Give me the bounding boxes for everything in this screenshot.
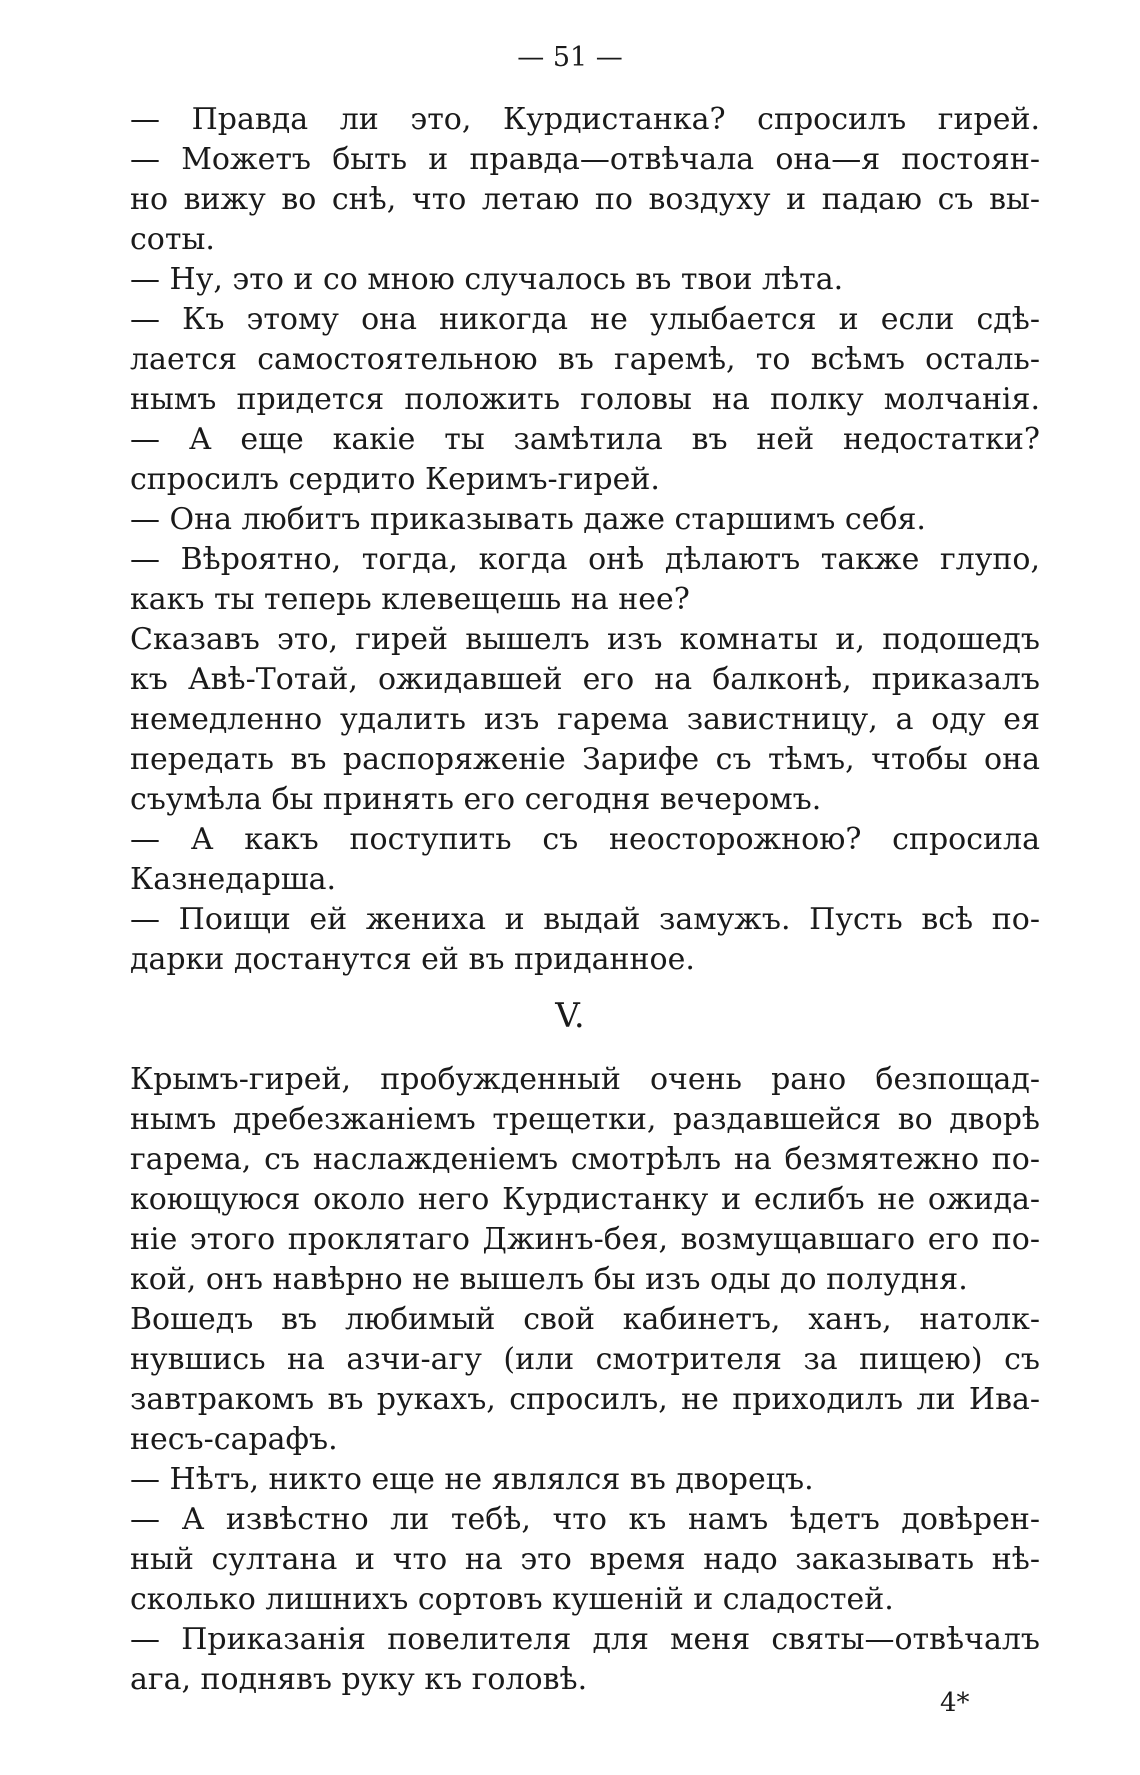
text-line: — Поищи ей жениха и выдай замужъ. Пусть всѣ по- (130, 902, 1040, 937)
text-line: завтракомъ въ рукахъ, спросилъ, не приходилъ ли Ива- (130, 1382, 1040, 1417)
page-number: — 51 — (517, 42, 623, 73)
text-line: Крымъ-гирей, пробужденный очень рано безпощад- (130, 1062, 1040, 1097)
signature-mark: 4* (940, 1688, 970, 1718)
text-line: гарема, съ наслажденіемъ смотрѣлъ на безмятежно по- (130, 1142, 1040, 1177)
text-line: лается самостоятельною въ гаремѣ, то всѣмъ осталь- (130, 342, 1040, 377)
text-line: — А какъ поступить съ неосторожною? спросила (130, 822, 1040, 857)
text-line: какъ ты теперь клевещешь на нее? (130, 582, 690, 617)
text-line: къ Авѣ-Тотай, ожидавшей его на балконѣ, приказалъ (130, 662, 1040, 697)
text-line: дарки достанутся ей въ приданное. (130, 942, 695, 977)
text-line: — Приказанія повелителя для меня святы—отвѣчалъ (130, 1622, 1040, 1657)
text-line: — Можетъ быть и правда—отвѣчала она—я постоян- (130, 142, 1040, 177)
section-heading: V. (555, 996, 585, 1036)
text-line: — А извѣстно ли тебѣ, что къ намъ ѣдетъ довѣрен- (130, 1502, 1040, 1537)
text-line: ный султана и что на это время надо заказывать нѣ- (130, 1542, 1040, 1577)
text-line: Сказавъ это, гирей вышелъ изъ комнаты и, подошедъ (130, 622, 1040, 657)
text-line: нувшись на азчи-агу (или смотрителя за пищею) съ (130, 1342, 1040, 1377)
text-line: ага, поднявъ руку къ головѣ. (130, 1662, 588, 1697)
text-line: сколько лишнихъ сортовъ кушеній и сладостей. (130, 1582, 894, 1617)
text-line: съумѣла бы принять его сегодня вечеромъ. (130, 782, 822, 817)
text-line: нымъ дребезжаніемъ трещетки, раздавшейся во дворѣ (130, 1102, 1040, 1137)
text-line: — Ну, это и со мною случалось въ твои лѣта. (130, 262, 844, 297)
text-line: — Она любитъ приказывать даже старшимъ себя. (130, 502, 926, 537)
text-line: соты. (130, 222, 215, 257)
text-line: спросилъ сердито Керимъ-гирей. (130, 462, 660, 497)
text-line: Казнедарша. (130, 862, 337, 897)
text-line: — А еще какіе ты замѣтила въ ней недостатки? (130, 422, 1040, 457)
text-line: коющуюся около него Курдистанку и еслибъ не ожида- (130, 1182, 1040, 1217)
text-line: — Правда ли это, Курдистанка? спросилъ гирей. (130, 102, 1040, 137)
text-line: несъ-сарафъ. (130, 1422, 338, 1457)
text-line: — Вѣроятно, тогда, когда онѣ дѣлаютъ также глупо, (130, 542, 1040, 577)
text-line: передать въ распоряженіе Зарифе съ тѣмъ, чтобы она (130, 742, 1040, 777)
text-line: ніе этого проклятаго Джинъ-бея, возмущавшаго его по- (130, 1222, 1040, 1257)
text-line: — Нѣтъ, никто еще не являлся въ дворецъ. (130, 1462, 814, 1497)
text-line: Вошедъ въ любимый свой кабинетъ, ханъ, натолк- (130, 1302, 1040, 1337)
text-line: но вижу во снѣ, что летаю по воздуху и падаю съ вы- (130, 182, 1040, 217)
text-line: нымъ придется положить головы на полку молчанія. (130, 382, 1040, 417)
text-block-section-v (130, 1060, 1040, 1700)
text-line: кой, онъ навѣрно не вышелъ бы изъ оды до полудня. (130, 1262, 968, 1297)
text-line: — Къ этому она никогда не улыбается и если сдѣ- (130, 302, 1040, 337)
text-line: немедленно удалить изъ гарема завистницу, а оду ея (130, 702, 1040, 737)
text-block-dialogue (130, 100, 1040, 980)
